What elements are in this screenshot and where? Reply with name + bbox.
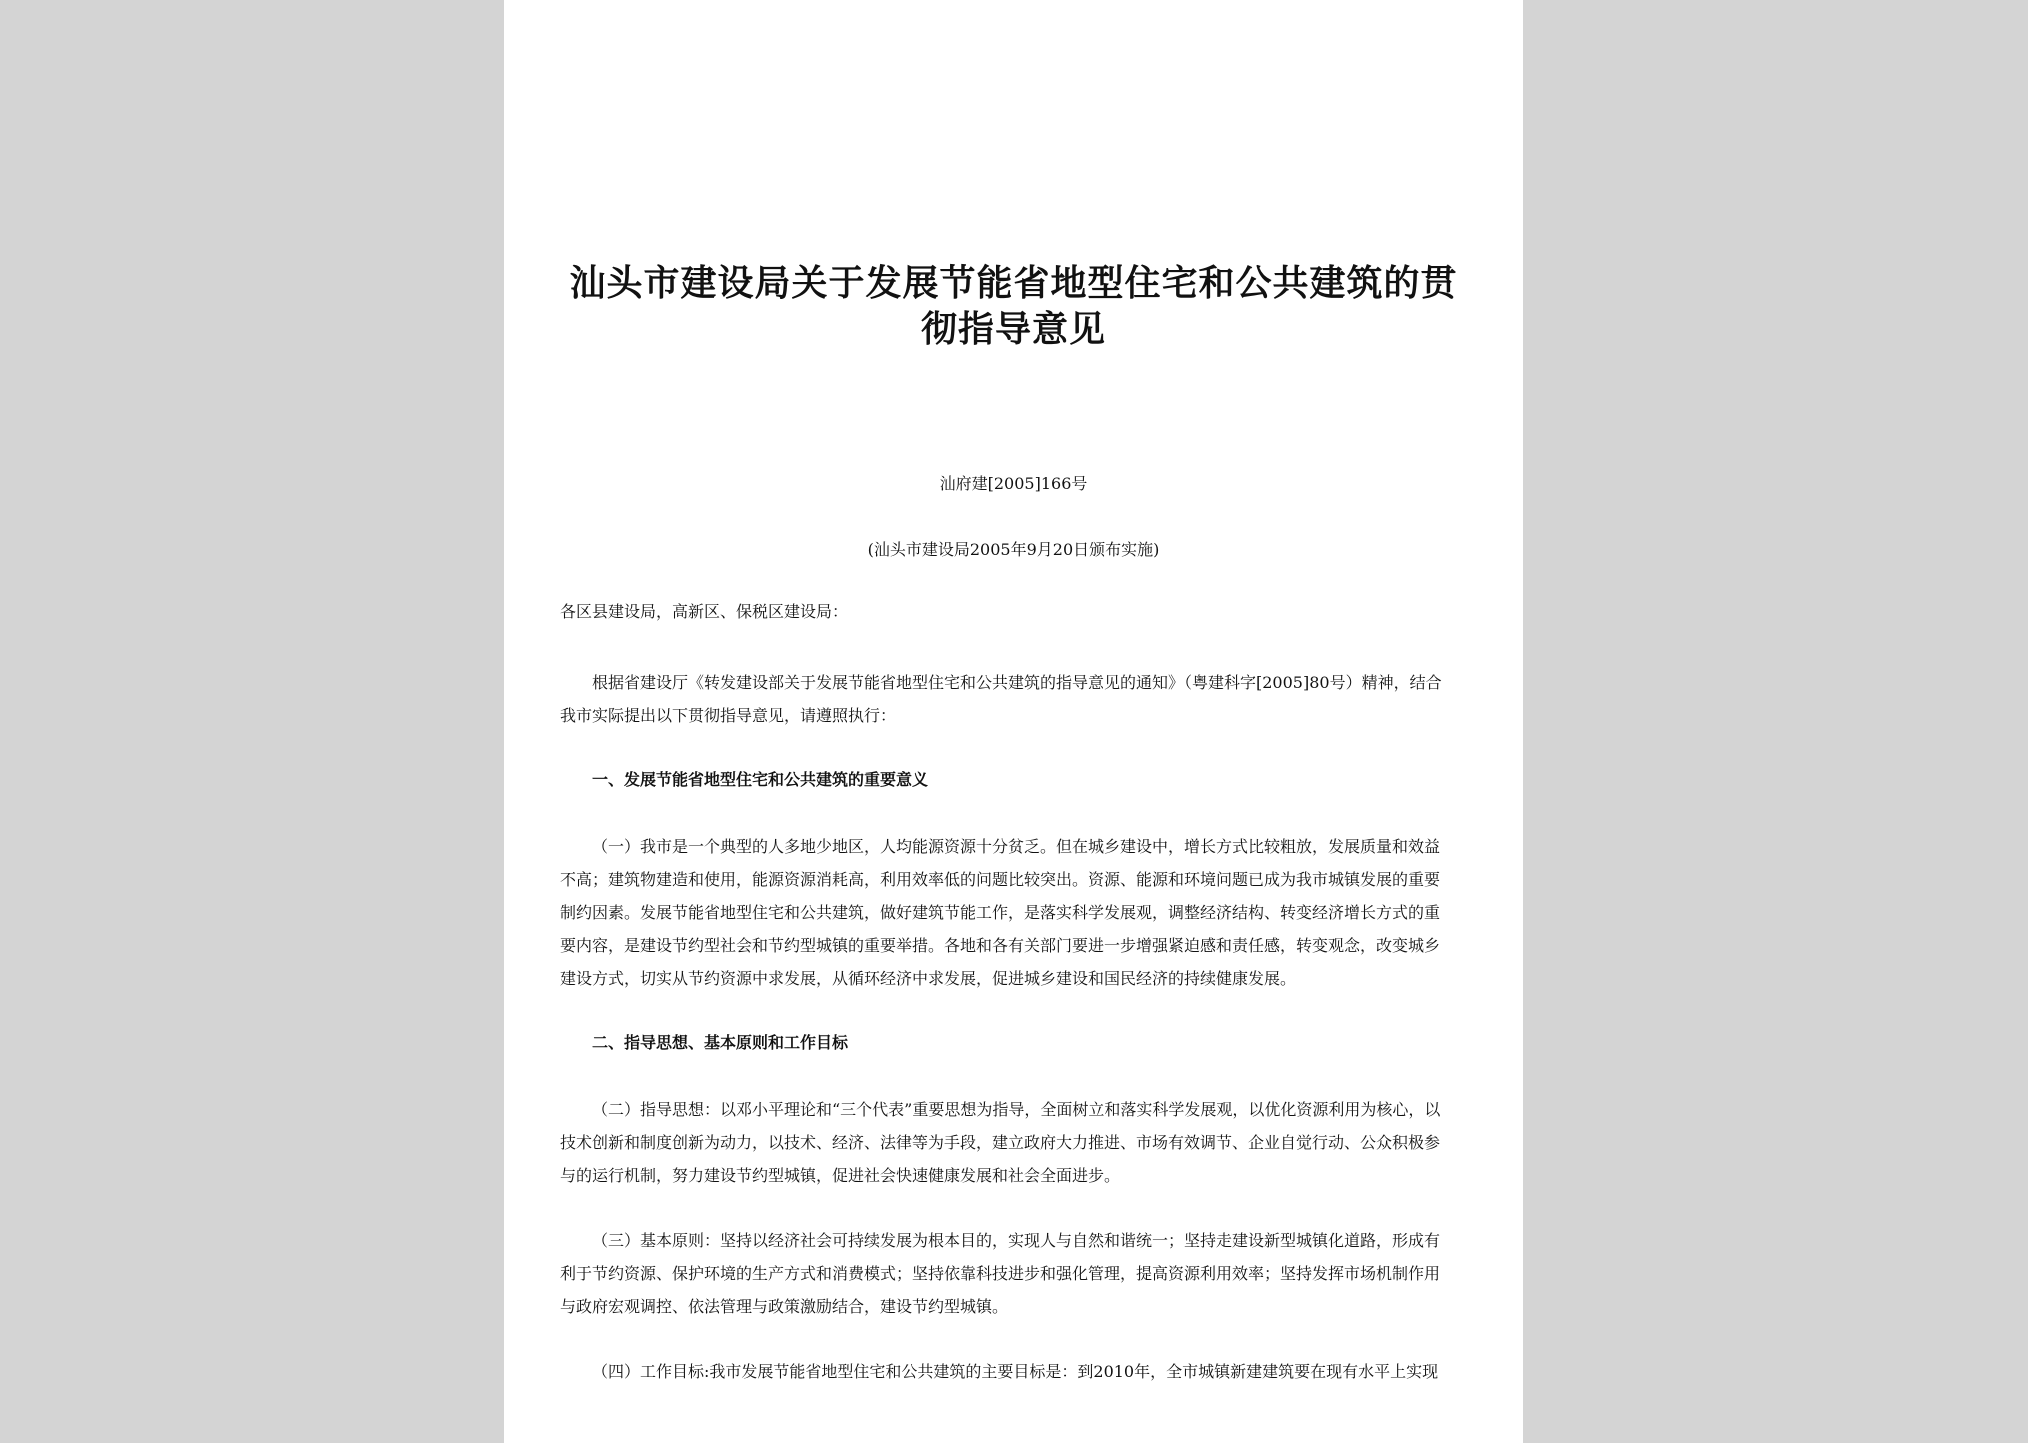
para-3-line: 与政府宏观调控、依法管理与政策激励结合，建设节约型城镇。	[560, 1297, 1009, 1316]
issued-note: (汕头市建设局2005年9月20日颁布实施)	[867, 540, 1160, 559]
intro-paragraph	[560, 666, 1468, 732]
para-1-line: 要内容，是建设节约型社会和节约型城镇的重要举措。各地和各有关部门要进一步增强紧迫感和责任感，转变观念，改变城乡	[560, 936, 1441, 955]
para-1-line: 建设方式，切实从节约资源中求发展，从循环经济中求发展，促进城乡建设和国民经济的持续健康发展。	[560, 969, 1297, 988]
para-2-line: 与的运行机制，努力建设节约型城镇，促进社会快速健康发展和社会全面进步。	[560, 1166, 1121, 1185]
para-3-line: 利于节约资源、保护环境的生产方式和消费模式；坚持依靠科技进步和强化管理，提高资源利用效率；坚持发挥市场机制作用	[560, 1264, 1441, 1283]
section-2-heading: 二、指导思想、基本原则和工作目标	[592, 1033, 849, 1052]
intro-line-2: 我市实际提出以下贯彻指导意见，请遵照执行：	[560, 706, 897, 725]
para-1-line: 制约因素。发展节能省地型住宅和公共建筑，做好建筑节能工作，是落实科学发展观，调整经济结构、转变经济增长方式的重	[560, 903, 1441, 922]
document-number: 汕府建[2005]166号	[939, 474, 1088, 493]
title-line-2: 彻指导意见	[920, 308, 1106, 350]
para-1-line: （一）我市是一个典型的人多地少地区，人均能源资源十分贫乏。但在城乡建设中，增长方式比较粗放，发展质量和效益	[592, 837, 1441, 856]
para-2-line: （二）指导思想：以邓小平理论和“三个代表”重要思想为指导，全面树立和落实科学发展观，以优化资源利用为核心，以	[592, 1100, 1441, 1119]
intro-line-1: 根据省建设厅《转发建设部关于发展节能省地型住宅和公共建筑的指导意见的通知》（粤建科字[2005]80号）精神，结合	[592, 673, 1442, 692]
para-2-line: 技术创新和制度创新为动力，以技术、经济、法律等为手段，建立政府大力推进、市场有效调节、企业自觉行动、公众积极参	[560, 1133, 1441, 1152]
paragraph-1	[560, 830, 1468, 995]
document-title	[544, 260, 1483, 352]
para-3-line: （三）基本原则：坚持以经济社会可持续发展为根本目的，实现人与自然和谐统一；坚持走建设新型城镇化道路，形成有	[592, 1231, 1441, 1250]
recipients: 各区县建设局，高新区、保税区建设局：	[560, 602, 849, 621]
section-1-heading: 一、发展节能省地型住宅和公共建筑的重要意义	[592, 770, 929, 789]
document-page	[504, 0, 1523, 1443]
paragraph-3	[560, 1224, 1468, 1323]
para-1-line: 不高；建筑物建造和使用，能源资源消耗高，利用效率低的问题比较突出。资源、能源和环境问题已成为我市城镇发展的重要	[560, 870, 1441, 889]
para-4-line: （四）工作目标:我市发展节能省地型住宅和公共建筑的主要目标是：到2010年，全市城镇新建建筑要在现有水平上实现	[592, 1362, 1439, 1381]
title-line-1: 汕头市建设局关于发展节能省地型住宅和公共建筑的贯	[569, 262, 1458, 304]
paragraph-4	[560, 1355, 1468, 1388]
paragraph-2	[560, 1093, 1468, 1192]
